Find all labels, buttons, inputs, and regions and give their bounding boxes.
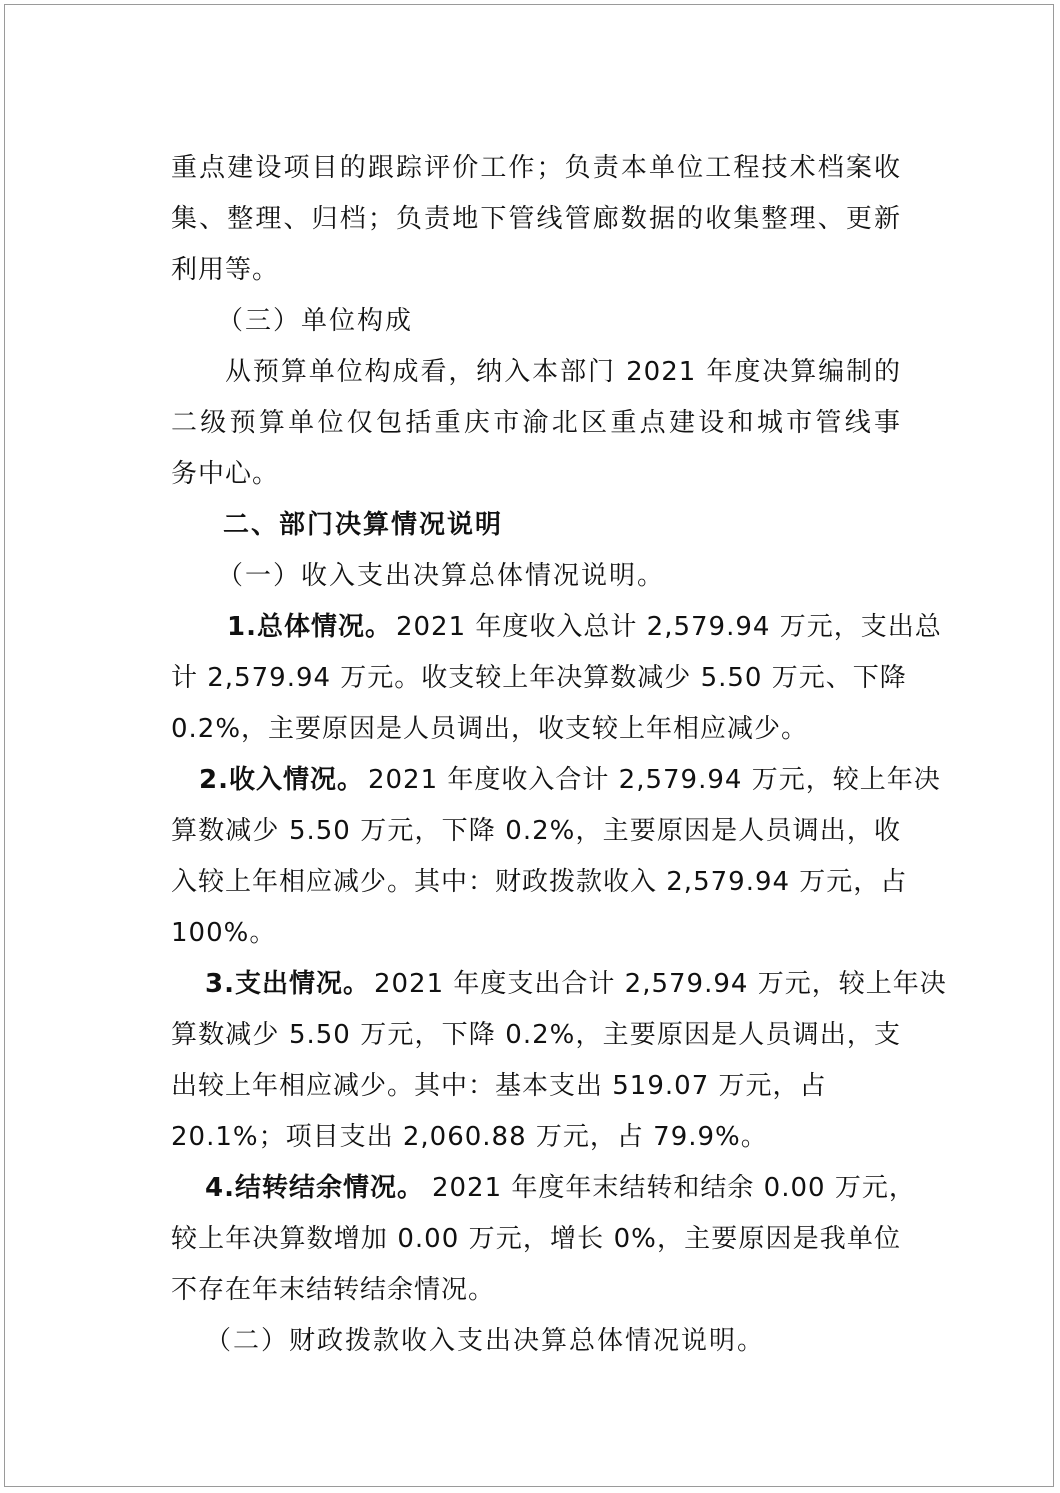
paragraph-line: 重点建设项目的跟踪评价工作；负责本单位工程技术档案收 [171,153,901,183]
item-text: 2021 年度年末结转和结余 0.00 万元， [431,1173,916,1203]
item-text: 2021 年度支出合计 2,579.94 万元，较上年决 [373,969,947,999]
item-lead-expenditure: 3.支出情况。 [205,969,370,999]
paragraph-line: 不存在年末结转结余情况。 [171,1275,496,1305]
paragraph-line: 入较上年相应减少。其中：财政拨款收入 2,579.94 万元，占 [171,867,908,897]
section-heading-unit-composition: （三）单位构成 [217,306,414,336]
item-text: 2021 年度收入总计 2,579.94 万元，支出总 [395,612,942,642]
subsection-heading-income-expenditure: （一）收入支出决算总体情况说明。 [217,561,666,591]
item-lead-overall: 1.总体情况。 [227,612,392,642]
paragraph-line: 计 2,579.94 万元。收支较上年决算数减少 5.50 万元、下降 [171,663,907,693]
item-lead-carryover: 4.结转结余情况。 [205,1173,424,1203]
item-text: 2021 年度收入合计 2,579.94 万元，较上年决 [367,765,941,795]
paragraph-line: 务中心。 [171,459,280,489]
paragraph-line: 算数减少 5.50 万元，下降 0.2%，主要原因是人员调出，收 [171,816,901,846]
item-lead-income: 2.收入情况。 [199,765,364,795]
paragraph-line: 100%。 [171,918,277,948]
paragraph-line [205,1163,916,1213]
subsection-heading-fiscal-appropriation: （二）财政拨款收入支出决算总体情况说明。 [205,1326,766,1356]
paragraph-line: 出较上年相应减少。其中：基本支出 519.07 万元，占 [171,1071,827,1101]
paragraph-line [199,755,941,805]
paragraph-line: 二级预算单位仅包括重庆市渝北区重点建设和城市管线事 [171,408,901,438]
paragraph-line: 利用等。 [171,255,280,285]
paragraph-line: 算数减少 5.50 万元，下降 0.2%，主要原因是人员调出，支 [171,1020,901,1050]
paragraph-line [205,959,947,1009]
paragraph-line [227,602,942,652]
paragraph-line: 较上年决算数增加 0.00 万元，增长 0%，主要原因是我单位 [171,1224,901,1254]
paragraph-line: 0.2%，主要原因是人员调出，收支较上年相应减少。 [171,714,809,744]
document-page [4,4,1054,1487]
paragraph-line: 集、整理、归档；负责地下管线管廊数据的收集整理、更新 [171,204,901,234]
paragraph-line: 从预算单位构成看，纳入本部门 2021 年度决算编制的 [225,357,901,387]
section-heading-department-accounts: 二、部门决算情况说明 [223,510,504,540]
paragraph-line: 20.1%；项目支出 2,060.88 万元，占 79.9%。 [171,1122,768,1152]
